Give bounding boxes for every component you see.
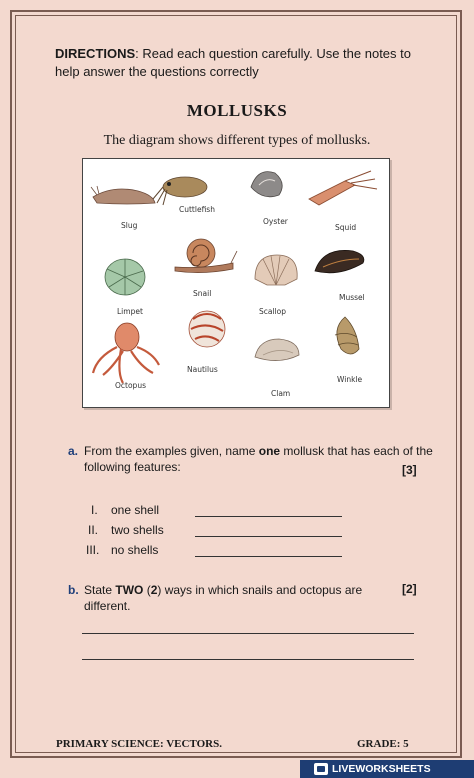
liveworksheets-watermark: [300, 760, 474, 778]
liveworksheets-logo-icon: [314, 763, 328, 775]
octopus-illustration: [93, 323, 159, 383]
label-limpet: Limpet: [117, 307, 143, 316]
mussel-illustration: [315, 250, 364, 272]
squid-illustration: [309, 171, 377, 205]
label-winkle: Winkle: [337, 375, 363, 384]
answer-line-two-shells[interactable]: [195, 536, 342, 537]
item-2-numeral: II.: [88, 523, 99, 537]
answer-line-b-1[interactable]: [82, 633, 414, 634]
directions-body: : Read each question carefully. Use the notes to help answer the questions correctly: [55, 46, 411, 79]
label-mussel: Mussel: [339, 293, 365, 302]
nautilus-illustration: [189, 311, 225, 347]
label-cuttlefish: Cuttlefish: [179, 205, 215, 214]
oyster-illustration: [251, 172, 282, 197]
label-nautilus: Nautilus: [187, 365, 218, 374]
label-slug: Slug: [121, 221, 138, 230]
answer-line-no-shells[interactable]: [195, 556, 342, 557]
question-a-text: From the examples given, name one mollusk that has each of the following features:: [84, 444, 433, 474]
label-octopus: Octopus: [115, 381, 146, 390]
label-snail: Snail: [193, 289, 212, 298]
label-squid: Squid: [335, 223, 357, 232]
snail-illustration: [175, 239, 237, 273]
clam-illustration: [255, 339, 299, 361]
page-title: MOLLUSKS: [186, 101, 288, 120]
mollusk-diagram: [82, 158, 390, 408]
footer-grade: GRADE: 5: [357, 738, 409, 750]
question-b-emphasis: TWO: [115, 583, 144, 597]
question-a-marks: [3]: [402, 463, 417, 477]
diagram-caption: The diagram shows different types of mollusks.: [103, 133, 371, 148]
item-1-label: one shell: [111, 503, 160, 517]
winkle-illustration: [335, 317, 359, 354]
item-1-numeral: I.: [91, 503, 98, 517]
item-2-label: two shells: [111, 523, 164, 537]
question-a-emphasis: one: [258, 444, 281, 458]
answer-line-b-2[interactable]: [82, 659, 414, 660]
footer-subject: PRIMARY SCIENCE: VECTORS.: [56, 738, 222, 750]
limpet-illustration: [105, 259, 145, 295]
label-scallop: Scallop: [259, 307, 286, 316]
label-oyster: Oyster: [263, 217, 288, 226]
watermark-text: LIVEWORKSHEETS: [332, 763, 431, 775]
question-a-letter: a.: [68, 444, 79, 458]
mollusk-illustrations: [83, 159, 389, 407]
answer-line-one-shell[interactable]: [195, 516, 342, 517]
item-3-numeral: III.: [86, 543, 100, 557]
slug-illustration: [91, 186, 155, 204]
question-b-letter: b.: [68, 583, 79, 597]
directions-text: [55, 45, 435, 81]
question-b-marks: [2]: [402, 582, 417, 596]
scallop-illustration: [255, 255, 297, 285]
item-3-label: no shells: [111, 543, 159, 557]
directions-label: DIRECTIONS: [55, 46, 136, 61]
label-clam: Clam: [271, 389, 291, 398]
cuttlefish-illustration: [153, 177, 207, 205]
question-b-text: State TWO (2) ways in which snails and octopus are different.: [84, 583, 363, 613]
